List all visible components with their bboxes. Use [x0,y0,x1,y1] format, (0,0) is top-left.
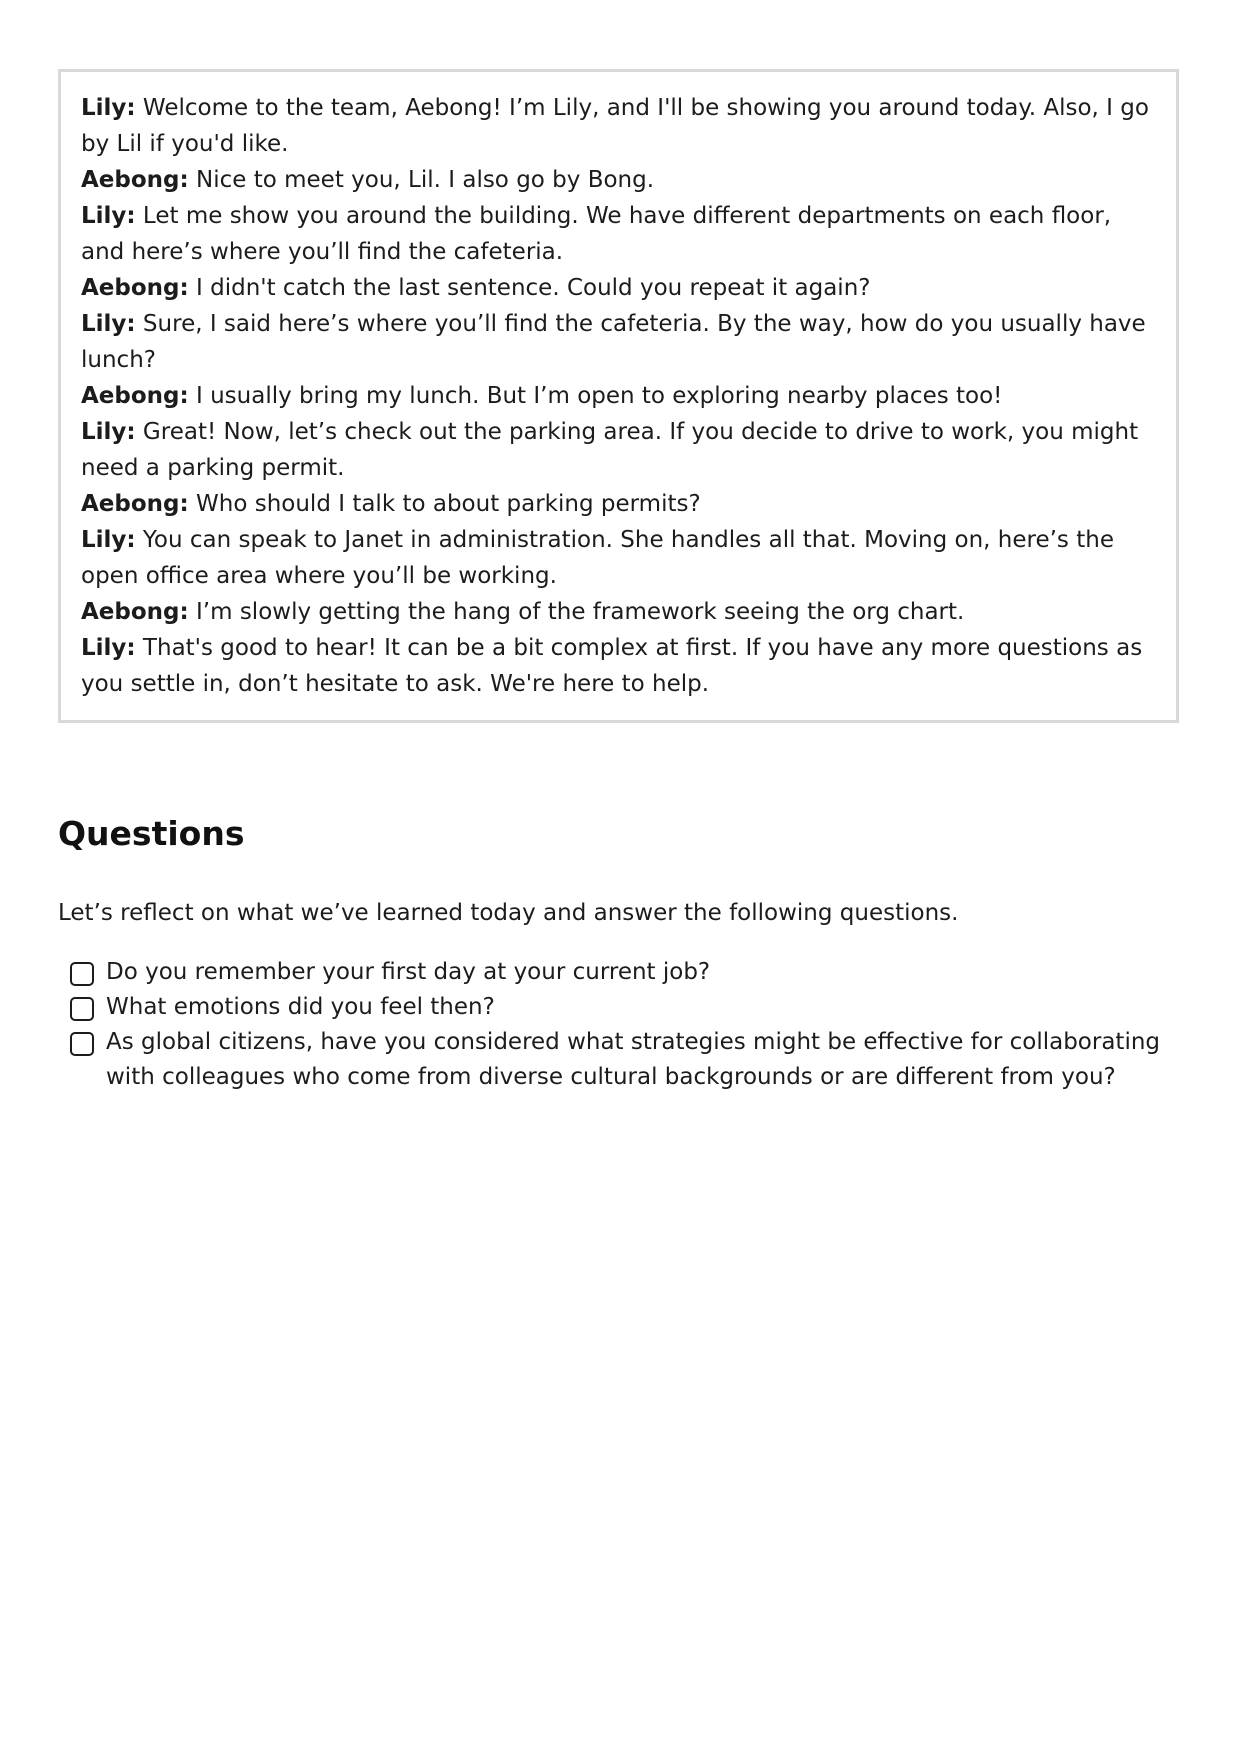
speaker-name: Aebong: [81,275,189,301]
dialogue-line [81,414,1156,486]
questions-heading: Questions [58,814,245,853]
speaker-name: Aebong: [81,383,189,409]
dialogue-text: You can speak to Janet in administration. She handles all that. Moving on, here’s the open office area where you’ll be working. [81,527,1114,589]
dialogue-text: Welcome to the team, Aebong! I’m Lily, and I'll be showing you around today. Also, I go by Lil if you'd like. [81,95,1149,157]
question-checkbox[interactable] [70,997,94,1021]
dialogue-line [81,270,1156,306]
question-text: Do you remember your first day at your current job? [106,959,711,985]
speaker-name: Lily: [81,311,136,337]
dialogue-line [81,630,1156,702]
dialogue-text: Nice to meet you, Lil. I also go by Bong. [188,167,655,193]
dialogue-line [81,486,1156,522]
question-checkbox[interactable] [70,962,94,986]
speaker-name: Aebong: [81,167,189,193]
speaker-name: Lily: [81,95,136,121]
dialogue-text: Great! Now, let’s check out the parking area. If you decide to drive to work, you might need a parking permit. [81,419,1139,481]
dialogue-line [81,522,1156,594]
dialogue-text: I usually bring my lunch. But I’m open to exploring nearby places too! [188,383,1003,409]
question-item [70,955,1180,990]
dialogue-text: Who should I talk to about parking permits? [188,491,701,517]
questions-list [70,955,1180,1095]
question-text: What emotions did you feel then? [106,994,495,1020]
dialogue-text: Sure, I said here’s where you’ll find the cafeteria. By the way, how do you usually have lunch? [81,311,1146,373]
question-item [70,1025,1180,1095]
speaker-name: Lily: [81,635,136,661]
dialogue-line [81,306,1156,378]
speaker-name: Lily: [81,527,136,553]
speaker-name: Aebong: [81,599,189,625]
question-text: As global citizens, have you considered what strategies might be effective for collaborating with colleagues who come from diverse cultural backgrounds or are different from you? [106,1029,1161,1090]
speaker-name: Aebong: [81,491,189,517]
speaker-name: Lily: [81,203,136,229]
dialogue-line [81,594,1156,630]
dialogue-line [81,90,1156,162]
dialogue-line [81,198,1156,270]
speaker-name: Lily: [81,419,136,445]
dialogue-text: I’m slowly getting the hang of the framework seeing the org chart. [188,599,965,625]
dialogue-text: That's good to hear! It can be a bit complex at first. If you have any more questions as you settle in, don’t hesitate to ask. We're here to help. [81,635,1143,697]
dialogue-line [81,162,1156,198]
dialogue-line [81,378,1156,414]
questions-intro: Let’s reflect on what we’ve learned today and answer the following questions. [58,900,959,926]
dialogue-box [58,69,1179,723]
question-item [70,990,1180,1025]
dialogue-text: Let me show you around the building. We have different departments on each floor, and here’s where you’ll find the cafeteria. [81,203,1112,265]
dialogue-text: I didn't catch the last sentence. Could you repeat it again? [188,275,871,301]
question-checkbox[interactable] [70,1032,94,1056]
